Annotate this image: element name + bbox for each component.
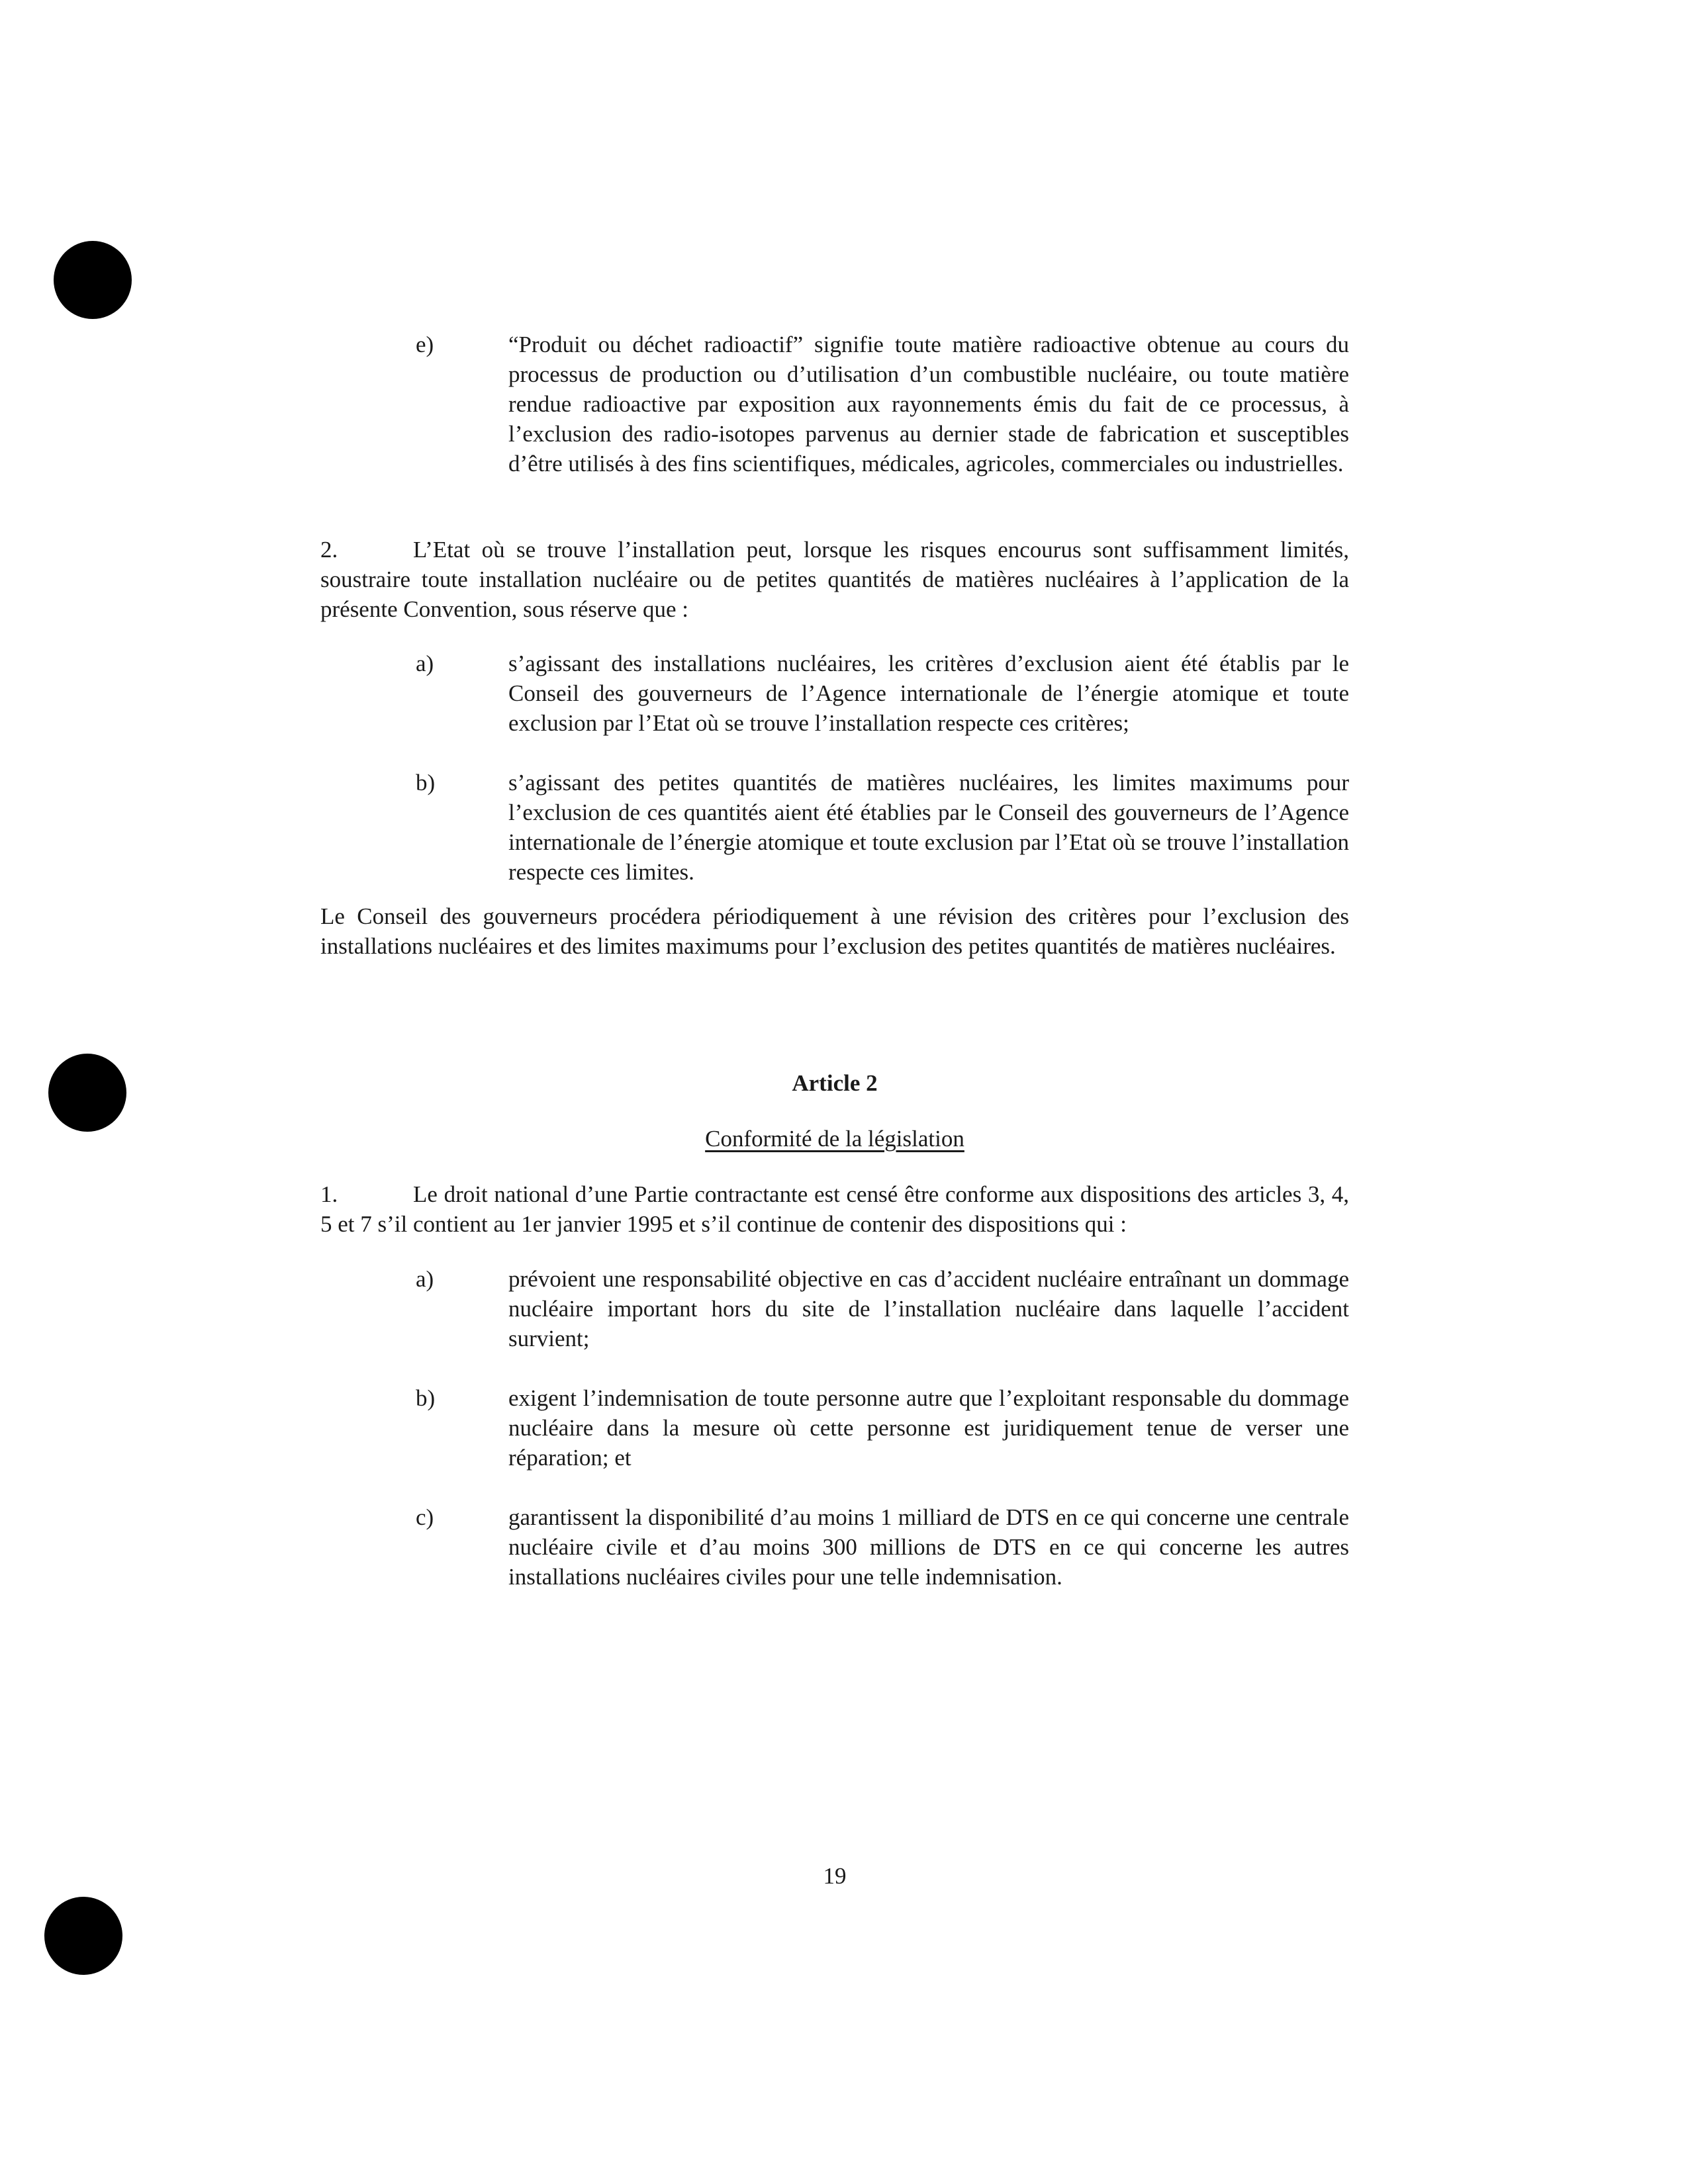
list-item-label: c) xyxy=(416,1504,434,1530)
list-item xyxy=(0,768,1688,887)
article-2-list xyxy=(0,1264,1688,1592)
article-heading: Article 2 xyxy=(792,1070,878,1096)
list-item-label: e) xyxy=(416,332,434,357)
list-item-label: b) xyxy=(416,1385,436,1411)
article-2-paragraph-1 xyxy=(320,1179,1349,1239)
list-item-text: exigent l’indemnisation de toute personne autre que l’exploitant responsable du dommage nucléaire dans la mesure où cette personne est juridiquement tenue de verser une réparation; et xyxy=(508,1385,1349,1471)
list-item xyxy=(0,1502,1688,1592)
page-number: 19 xyxy=(823,1863,847,1889)
list-item-label: b) xyxy=(416,770,436,796)
list-item xyxy=(0,649,1688,738)
list-item xyxy=(0,1264,1688,1353)
list-item xyxy=(0,330,1688,478)
paragraph-number: 2. xyxy=(320,537,338,563)
council-paragraph: Le Conseil des gouverneurs procédera périodiquement à une révision des critères pour l’exclusion des installations nucléaires et des limites maximums pour l’exclusion des petites quantités de matières nucléaires. xyxy=(320,903,1349,959)
punch-hole-middle xyxy=(48,1054,126,1132)
definition-list xyxy=(0,330,1688,478)
paragraph-2 xyxy=(320,535,1349,624)
list-item-text: s’agissant des petites quantités de matières nucléaires, les limites maximums pour l’exclusion de ces quantités aient été établies par le Conseil des gouverneurs de l’Agence internationale de l’énergie atomique et toute exclusion par l’Etat où se trouve l’installation respecte ces limites. xyxy=(508,770,1349,885)
paragraph-2-list xyxy=(0,649,1688,887)
list-item-label: a) xyxy=(416,651,434,676)
list-item-text: “Produit ou déchet radioactif” signifie toute matière radioactive obtenue au cours du processus de production ou d’utilisation d’un combustible nucléaire, ou toute matière rendue radioactive par exposition aux rayonnements émis du fait de ce processus, à l’exclusion des radio-isotopes parvenus au dernier stade de fabrication et susceptibles d’être utilisés à des fins scientifiques, médicales, agricoles, commerciales ou industrielles. xyxy=(508,332,1349,477)
paragraph-text: Le droit national d’une Partie contractante est censé être conforme aux dispositions des articles 3, 4, 5 et 7 s’il contient au 1er janvier 1995 et s’il continue de contenir des dispositions qui : xyxy=(320,1181,1349,1237)
punch-hole-bottom xyxy=(44,1897,122,1975)
list-item-label: a) xyxy=(416,1266,434,1292)
paragraph-number: 1. xyxy=(320,1181,338,1207)
paragraph-text: L’Etat où se trouve l’installation peut, lorsque les risques encourus sont suffisamment limités, soustraire toute installation nucléaire ou de petites quantités de matières nucléaires à l’application de la présente Convention, sous réserve que : xyxy=(320,537,1349,622)
list-item xyxy=(0,1383,1688,1473)
list-item-text: prévoient une responsabilité objective en cas d’accident nucléaire entraînant un dommage nucléaire important hors du site de l’installation nucléaire dans laquelle l’accident survient; xyxy=(508,1266,1349,1351)
list-item-text: garantissent la disponibilité d’au moins 1 milliard de DTS en ce qui concerne une centrale nucléaire civile et d’au moins 300 millions de DTS en ce qui concerne les autres installations nucléaires civiles pour une telle indemnisation. xyxy=(508,1504,1349,1590)
list-item-text: s’agissant des installations nucléaires, les critères d’exclusion aient été établis par le Conseil des gouverneurs de l’Agence internationale de l’énergie atomique et toute exclusion par l’Etat où se trouve l’installation respecte ces critères; xyxy=(508,651,1349,736)
punch-hole-top xyxy=(54,241,132,319)
article-subheading: Conformité de la législation xyxy=(705,1126,964,1152)
